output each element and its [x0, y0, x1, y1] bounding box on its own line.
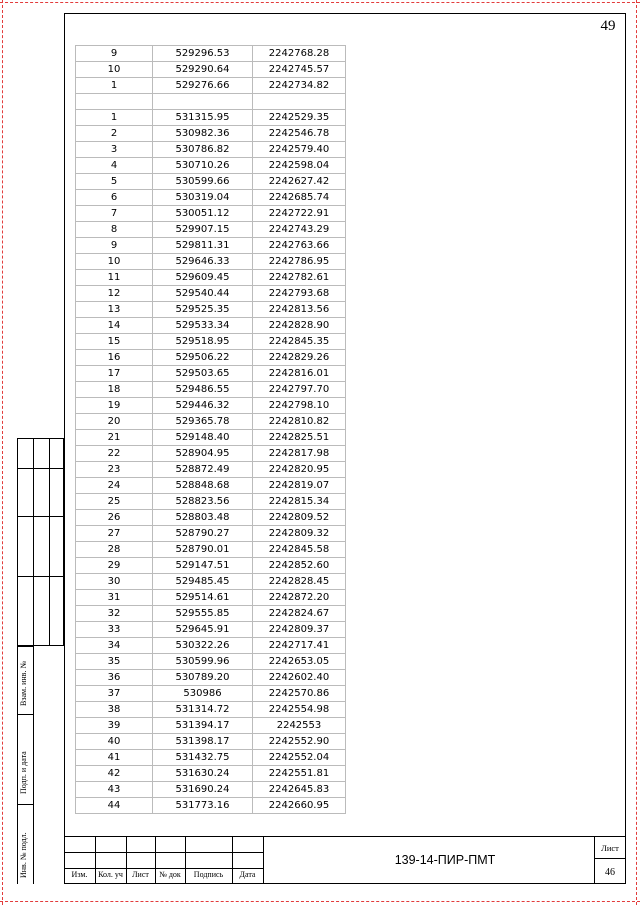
x-coordinate-cell: 529811.31 — [153, 238, 253, 254]
table-row — [76, 766, 346, 782]
y-coordinate-cell: 2242579.40 — [253, 142, 346, 158]
table-row — [76, 126, 346, 142]
point-number-cell: 28 — [76, 542, 153, 558]
y-coordinate-cell: 2242816.01 — [253, 366, 346, 382]
y-coordinate-cell: 2242845.35 — [253, 334, 346, 350]
y-coordinate-cell: 2242824.67 — [253, 606, 346, 622]
point-number-cell: 18 — [76, 382, 153, 398]
header-izm: Изм. — [71, 870, 88, 879]
x-coordinate-cell: 529486.55 — [153, 382, 253, 398]
x-coordinate-cell: 529148.40 — [153, 430, 253, 446]
x-coordinate-cell: 531314.72 — [153, 702, 253, 718]
y-coordinate-cell: 2242828.45 — [253, 574, 346, 590]
x-coordinate-cell: 530786.82 — [153, 142, 253, 158]
y-coordinate-cell: 2242815.34 — [253, 494, 346, 510]
y-coordinate-cell: 2242660.95 — [253, 798, 346, 814]
x-coordinate-cell — [153, 94, 253, 110]
y-coordinate-cell: 2242598.04 — [253, 158, 346, 174]
x-coordinate-cell: 530789.20 — [153, 670, 253, 686]
point-number-cell: 38 — [76, 702, 153, 718]
point-number-cell: 26 — [76, 510, 153, 526]
point-number-cell: 44 — [76, 798, 153, 814]
label-inv-orig: Инв. № подл. — [19, 832, 28, 878]
table-row — [76, 446, 346, 462]
y-coordinate-cell: 2242852.60 — [253, 558, 346, 574]
table-row — [76, 190, 346, 206]
table-row — [76, 366, 346, 382]
x-coordinate-cell: 528904.95 — [153, 446, 253, 462]
cut-line-right — [636, 0, 637, 905]
point-number-cell — [76, 94, 153, 110]
y-coordinate-cell: 2242554.98 — [253, 702, 346, 718]
x-coordinate-cell: 529518.95 — [153, 334, 253, 350]
x-coordinate-cell: 529290.64 — [153, 62, 253, 78]
table-row — [76, 414, 346, 430]
table-row — [76, 382, 346, 398]
table-row — [76, 638, 346, 654]
x-coordinate-cell: 529296.53 — [153, 46, 253, 62]
y-coordinate-cell: 2242809.37 — [253, 622, 346, 638]
x-coordinate-cell: 528790.01 — [153, 542, 253, 558]
table-row — [76, 222, 346, 238]
x-coordinate-cell: 529365.78 — [153, 414, 253, 430]
x-coordinate-cell: 529147.51 — [153, 558, 253, 574]
point-number-cell: 32 — [76, 606, 153, 622]
point-number-cell: 35 — [76, 654, 153, 670]
table-row — [76, 302, 346, 318]
table-row — [76, 142, 346, 158]
point-number-cell: 25 — [76, 494, 153, 510]
x-coordinate-cell: 529646.33 — [153, 254, 253, 270]
point-number-cell: 40 — [76, 734, 153, 750]
table-row — [76, 478, 346, 494]
y-coordinate-cell: 2242743.29 — [253, 222, 346, 238]
x-coordinate-cell: 529514.61 — [153, 590, 253, 606]
point-number-cell: 8 — [76, 222, 153, 238]
table-row — [76, 558, 346, 574]
table-row — [76, 718, 346, 734]
point-number-cell: 36 — [76, 670, 153, 686]
x-coordinate-cell: 530322.26 — [153, 638, 253, 654]
y-coordinate-cell: 2242872.20 — [253, 590, 346, 606]
point-number-cell: 39 — [76, 718, 153, 734]
point-number-cell: 9 — [76, 238, 153, 254]
point-number-cell: 7 — [76, 206, 153, 222]
x-coordinate-cell: 530599.96 — [153, 654, 253, 670]
point-number-cell: 9 — [76, 46, 153, 62]
table-row — [76, 398, 346, 414]
point-number-cell: 13 — [76, 302, 153, 318]
point-number-cell: 6 — [76, 190, 153, 206]
x-coordinate-cell: 530319.04 — [153, 190, 253, 206]
y-coordinate-cell: 2242546.78 — [253, 126, 346, 142]
table-row — [76, 702, 346, 718]
x-coordinate-cell: 531398.17 — [153, 734, 253, 750]
table-row — [76, 318, 346, 334]
x-coordinate-cell: 530599.66 — [153, 174, 253, 190]
header-list: Лист — [132, 870, 149, 879]
y-coordinate-cell: 2242768.28 — [253, 46, 346, 62]
y-coordinate-cell: 2242627.42 — [253, 174, 346, 190]
table-row — [76, 206, 346, 222]
table-row — [76, 542, 346, 558]
point-number-cell: 23 — [76, 462, 153, 478]
cut-line-top — [0, 2, 640, 3]
table-row — [76, 734, 346, 750]
point-number-cell: 11 — [76, 270, 153, 286]
x-coordinate-cell: 531394.17 — [153, 718, 253, 734]
table-row — [76, 590, 346, 606]
x-coordinate-cell: 531315.95 — [153, 110, 253, 126]
point-number-cell: 5 — [76, 174, 153, 190]
table-row — [76, 78, 346, 94]
point-number-cell: 21 — [76, 430, 153, 446]
y-coordinate-cell: 2242552.90 — [253, 734, 346, 750]
y-coordinate-cell: 2242819.07 — [253, 478, 346, 494]
point-number-cell: 27 — [76, 526, 153, 542]
x-coordinate-cell: 528823.56 — [153, 494, 253, 510]
table-row — [76, 686, 346, 702]
y-coordinate-cell: 2242813.56 — [253, 302, 346, 318]
x-coordinate-cell: 531773.16 — [153, 798, 253, 814]
table-row — [76, 606, 346, 622]
table-row — [76, 670, 346, 686]
header-doc-no: № док — [159, 870, 181, 879]
y-coordinate-cell: 2242745.57 — [253, 62, 346, 78]
table-row — [76, 254, 346, 270]
table-row — [76, 782, 346, 798]
table-row — [76, 334, 346, 350]
y-coordinate-cell: 2242717.41 — [253, 638, 346, 654]
x-coordinate-cell: 529907.15 — [153, 222, 253, 238]
y-coordinate-cell: 2242553 — [253, 718, 346, 734]
header-signature: Подпись — [193, 870, 224, 879]
x-coordinate-cell: 530710.26 — [153, 158, 253, 174]
x-coordinate-cell: 529485.45 — [153, 574, 253, 590]
x-coordinate-cell: 530986 — [153, 686, 253, 702]
x-coordinate-cell: 529446.32 — [153, 398, 253, 414]
table-row — [76, 430, 346, 446]
x-coordinate-cell: 530051.12 — [153, 206, 253, 222]
table-row — [76, 526, 346, 542]
x-coordinate-cell: 531432.75 — [153, 750, 253, 766]
table-row — [76, 622, 346, 638]
point-number-cell: 15 — [76, 334, 153, 350]
x-coordinate-cell: 529506.22 — [153, 350, 253, 366]
x-coordinate-cell: 528872.49 — [153, 462, 253, 478]
x-coordinate-cell: 528790.27 — [153, 526, 253, 542]
header-kol-uch: Кол. уч — [98, 870, 123, 879]
x-coordinate-cell: 529555.85 — [153, 606, 253, 622]
point-number-cell: 24 — [76, 478, 153, 494]
y-coordinate-cell: 2242782.61 — [253, 270, 346, 286]
y-coordinate-cell: 2242817.98 — [253, 446, 346, 462]
cut-line-bottom — [0, 901, 640, 902]
point-number-cell: 37 — [76, 686, 153, 702]
x-coordinate-cell: 529525.35 — [153, 302, 253, 318]
table-row — [76, 654, 346, 670]
table-row — [76, 62, 346, 78]
point-number-cell: 20 — [76, 414, 153, 430]
point-number-cell: 22 — [76, 446, 153, 462]
y-coordinate-cell: 2242551.81 — [253, 766, 346, 782]
y-coordinate-cell: 2242734.82 — [253, 78, 346, 94]
point-number-cell: 1 — [76, 78, 153, 94]
table-row — [76, 174, 346, 190]
point-number-cell: 17 — [76, 366, 153, 382]
y-coordinate-cell — [253, 94, 346, 110]
table-row — [76, 798, 346, 814]
table-row — [76, 238, 346, 254]
side-stamp-grid — [17, 438, 64, 646]
table-row — [76, 510, 346, 526]
x-coordinate-cell: 531630.24 — [153, 766, 253, 782]
cut-line-left — [2, 0, 3, 905]
x-coordinate-cell: 528803.48 — [153, 510, 253, 526]
x-coordinate-cell: 531690.24 — [153, 782, 253, 798]
y-coordinate-cell: 2242786.95 — [253, 254, 346, 270]
point-number-cell: 29 — [76, 558, 153, 574]
y-coordinate-cell: 2242828.90 — [253, 318, 346, 334]
y-coordinate-cell: 2242845.58 — [253, 542, 346, 558]
table-row — [76, 270, 346, 286]
y-coordinate-cell: 2242825.51 — [253, 430, 346, 446]
point-number-cell: 41 — [76, 750, 153, 766]
y-coordinate-cell: 2242798.10 — [253, 398, 346, 414]
label-sign-date: Подп. и дата — [19, 751, 28, 794]
table-row — [76, 494, 346, 510]
table-row — [76, 46, 346, 62]
point-number-cell: 2 — [76, 126, 153, 142]
table-row — [76, 350, 346, 366]
sheet-number: 46 — [605, 867, 615, 878]
point-number-cell: 30 — [76, 574, 153, 590]
table-row — [76, 158, 346, 174]
y-coordinate-cell: 2242552.04 — [253, 750, 346, 766]
point-number-cell: 1 — [76, 110, 153, 126]
point-number-cell: 33 — [76, 622, 153, 638]
sheet-label: Лист — [601, 843, 619, 853]
point-number-cell: 10 — [76, 254, 153, 270]
y-coordinate-cell: 2242809.52 — [253, 510, 346, 526]
y-coordinate-cell: 2242809.32 — [253, 526, 346, 542]
table-row — [76, 110, 346, 126]
coordinates-table — [75, 45, 346, 814]
point-number-cell: 4 — [76, 158, 153, 174]
table-row — [76, 94, 346, 110]
header-date: Дата — [239, 870, 256, 879]
y-coordinate-cell: 2242653.05 — [253, 654, 346, 670]
x-coordinate-cell: 529533.34 — [153, 318, 253, 334]
table-row — [76, 750, 346, 766]
y-coordinate-cell: 2242793.68 — [253, 286, 346, 302]
y-coordinate-cell: 2242529.35 — [253, 110, 346, 126]
page-number: 49 — [600, 18, 616, 34]
document-number: 139-14-ПИР-ПМТ — [394, 853, 496, 867]
y-coordinate-cell: 2242797.70 — [253, 382, 346, 398]
y-coordinate-cell: 2242602.40 — [253, 670, 346, 686]
point-number-cell: 12 — [76, 286, 153, 302]
y-coordinate-cell: 2242570.86 — [253, 686, 346, 702]
table-row — [76, 286, 346, 302]
x-coordinate-cell: 529276.66 — [153, 78, 253, 94]
y-coordinate-cell: 2242722.91 — [253, 206, 346, 222]
x-coordinate-cell: 529645.91 — [153, 622, 253, 638]
y-coordinate-cell: 2242685.74 — [253, 190, 346, 206]
x-coordinate-cell: 529540.44 — [153, 286, 253, 302]
y-coordinate-cell: 2242645.83 — [253, 782, 346, 798]
point-number-cell: 10 — [76, 62, 153, 78]
table-row — [76, 462, 346, 478]
x-coordinate-cell: 530982.36 — [153, 126, 253, 142]
y-coordinate-cell: 2242810.82 — [253, 414, 346, 430]
side-stamp — [17, 438, 64, 884]
y-coordinate-cell: 2242763.66 — [253, 238, 346, 254]
x-coordinate-cell: 528848.68 — [153, 478, 253, 494]
x-coordinate-cell: 529503.65 — [153, 366, 253, 382]
point-number-cell: 43 — [76, 782, 153, 798]
y-coordinate-cell: 2242820.95 — [253, 462, 346, 478]
point-number-cell: 19 — [76, 398, 153, 414]
point-number-cell: 31 — [76, 590, 153, 606]
point-number-cell: 14 — [76, 318, 153, 334]
point-number-cell: 16 — [76, 350, 153, 366]
point-number-cell: 34 — [76, 638, 153, 654]
table-row — [76, 574, 346, 590]
y-coordinate-cell: 2242829.26 — [253, 350, 346, 366]
label-replace-inv: Взам. инв. № — [19, 660, 28, 706]
point-number-cell: 42 — [76, 766, 153, 782]
x-coordinate-cell: 529609.45 — [153, 270, 253, 286]
point-number-cell: 3 — [76, 142, 153, 158]
